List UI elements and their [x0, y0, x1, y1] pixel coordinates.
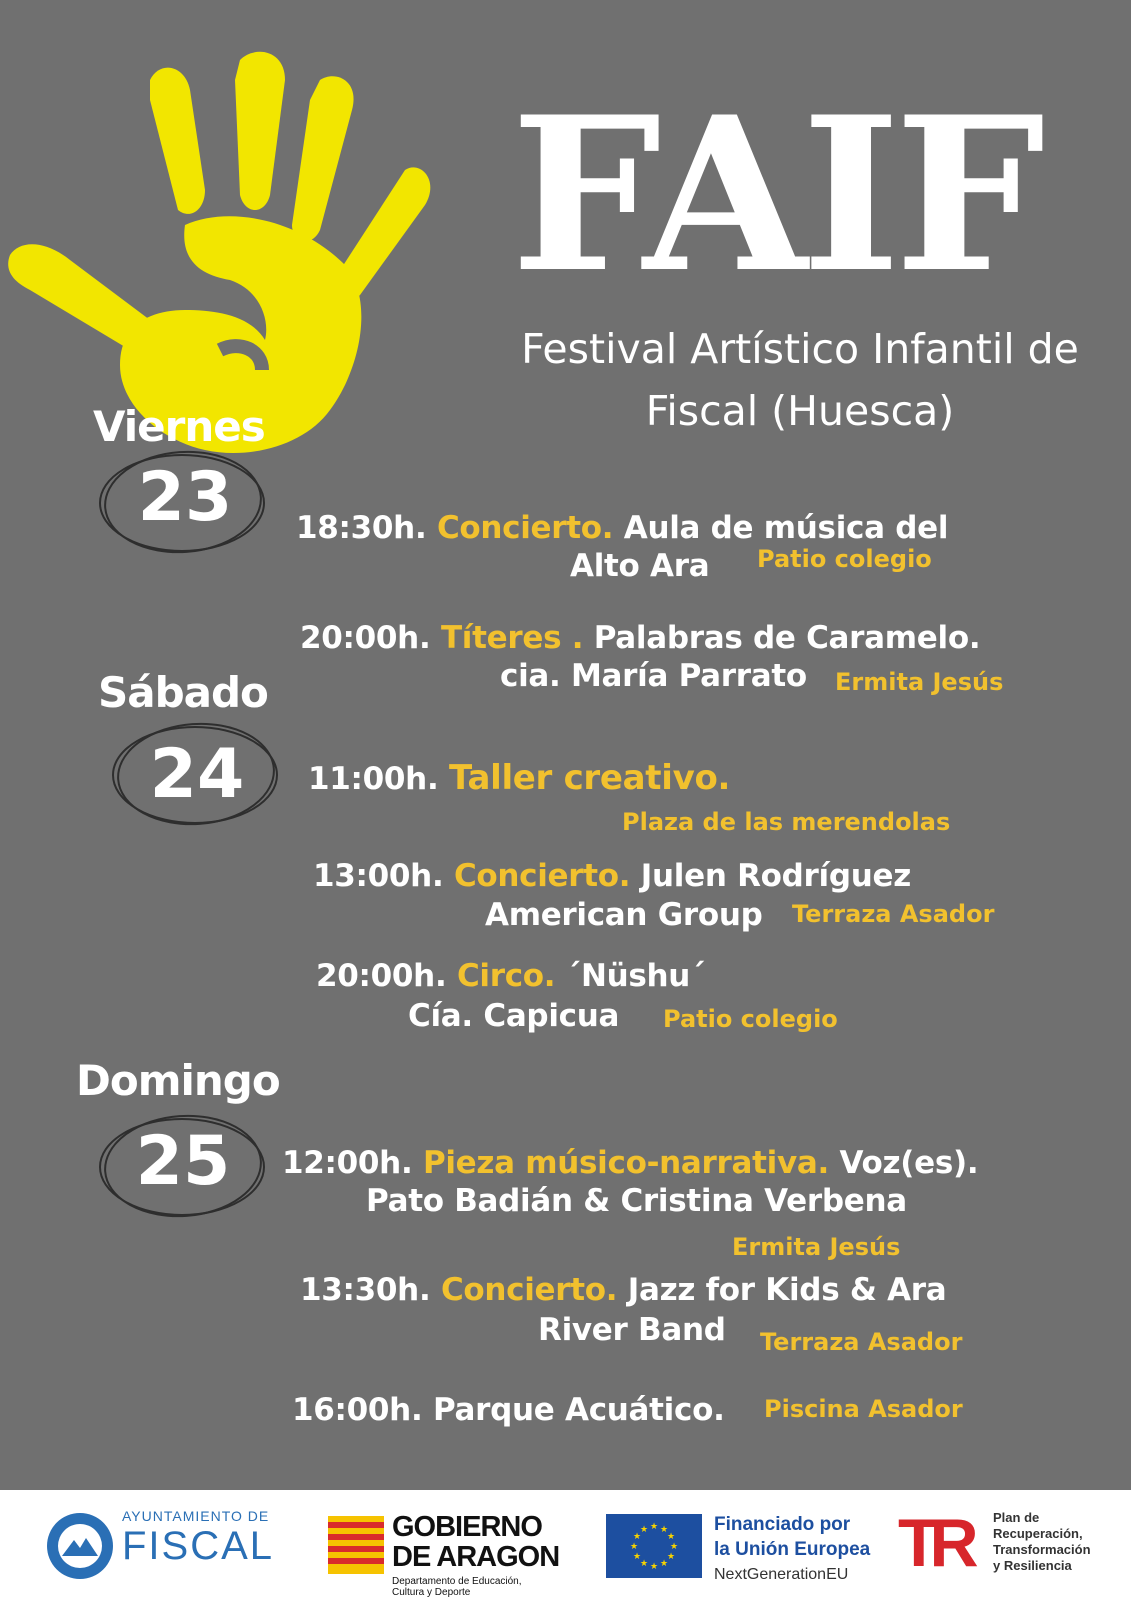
- svg-text:★: ★: [669, 1542, 679, 1552]
- event-5-title-2: Cía. Capicua: [408, 998, 620, 1034]
- event-5-location: Patio colegio: [663, 1005, 838, 1033]
- event-7-location: Terraza Asador: [760, 1328, 963, 1356]
- fiscal-name-text: FISCAL: [122, 1524, 275, 1568]
- event-8-location: Piscina Asador: [764, 1395, 963, 1423]
- event-6-line-1: [282, 1145, 978, 1181]
- event-6-title-2: Pato Badián & Cristina Verbena: [366, 1183, 907, 1219]
- svg-text:★: ★: [632, 1532, 642, 1542]
- event-type: Títeres .: [440, 620, 584, 656]
- prtr-line-1: Plan de: [993, 1510, 1040, 1525]
- event-title: Palabras de Caramelo.: [593, 620, 981, 656]
- event-title: Voz(es).: [839, 1145, 979, 1181]
- svg-text:★: ★: [659, 1559, 669, 1569]
- event-title: Parque Acuático.: [432, 1392, 725, 1428]
- event-type: Concierto.: [440, 1272, 618, 1308]
- prtr-line-4: y Resiliencia: [993, 1558, 1072, 1573]
- event-7-line-1: [300, 1272, 946, 1308]
- day-number-sunday: 25: [135, 1122, 231, 1201]
- aragon-dept-2: Cultura y Deporte: [392, 1587, 471, 1598]
- svg-text:★: ★: [649, 1522, 659, 1532]
- svg-text:★: ★: [632, 1552, 642, 1562]
- event-2-line-1: [300, 620, 980, 656]
- event-title: ´Nüshu´: [565, 958, 706, 994]
- prtr-line-3: Transformación: [993, 1542, 1091, 1557]
- event-4-title-2: American Group: [485, 897, 763, 933]
- subtitle-line-1: Festival Artístico Infantil de: [521, 325, 1079, 373]
- aragon-line-1: GOBIERNO: [392, 1511, 542, 1543]
- eu-text: [714, 1512, 870, 1587]
- event-type: Taller creativo.: [448, 758, 731, 798]
- event-time: 16:00h.: [292, 1392, 423, 1428]
- event-4-location: Terraza Asador: [792, 900, 995, 928]
- event-time: 20:00h.: [316, 958, 447, 994]
- yellow-handprint-icon: [0, 20, 460, 460]
- event-3-line-1: [308, 758, 730, 798]
- day-name-friday: Viernes: [93, 402, 265, 451]
- event-1-line-1: [296, 510, 948, 546]
- prtr-text: [993, 1510, 1091, 1574]
- event-2-location: Ermita Jesús: [835, 668, 1004, 696]
- svg-text:★: ★: [629, 1542, 639, 1552]
- event-time: 20:00h.: [300, 620, 431, 656]
- eu-flag-icon: [606, 1514, 702, 1578]
- event-title: Aula de música del: [623, 510, 949, 546]
- svg-text:★: ★: [659, 1525, 669, 1535]
- event-title: Julen Rodríguez: [640, 858, 911, 894]
- festival-title: FAIF: [510, 70, 1040, 319]
- event-4-line-1: [313, 858, 911, 894]
- event-2-title-2: cia. María Parrato: [500, 658, 807, 694]
- event-type: Circo.: [456, 958, 556, 994]
- sponsor-footer: [0, 1490, 1131, 1600]
- fiscal-top-text: AYUNTAMIENTO DE: [122, 1508, 270, 1524]
- event-1-location: Patio colegio: [757, 545, 932, 573]
- event-5-line-1: [316, 958, 705, 994]
- event-type: Pieza músico-narrativa.: [422, 1145, 829, 1181]
- eu-line-3: NextGenerationEU: [714, 1566, 849, 1583]
- event-7-title-2: River Band: [538, 1312, 726, 1348]
- subtitle-line-2: Fiscal (Huesca): [645, 387, 955, 435]
- event-8-line-1: [292, 1392, 725, 1428]
- event-time: 12:00h.: [282, 1145, 413, 1181]
- aragon-line-2: DE ARAGON: [392, 1541, 560, 1573]
- day-name-saturday: Sábado: [98, 668, 268, 717]
- aragon-dept-1: Departamento de Educación,: [392, 1576, 522, 1587]
- prtr-line-2: Recuperación,: [993, 1526, 1083, 1541]
- day-number-saturday: 24: [149, 735, 245, 814]
- event-3-location: Plaza de las merendolas: [622, 808, 951, 836]
- event-time: 18:30h.: [296, 510, 427, 546]
- festival-subtitle: [500, 318, 1100, 442]
- eu-line-1: Financiado por: [714, 1514, 851, 1535]
- aragon-flag-icon: [328, 1516, 384, 1574]
- svg-text:★: ★: [649, 1562, 659, 1572]
- event-6-location: Ermita Jesús: [732, 1233, 901, 1261]
- day-number-friday: 23: [137, 458, 233, 537]
- event-time: 13:00h.: [313, 858, 444, 894]
- day-name-sunday: Domingo: [76, 1056, 280, 1105]
- eu-line-2: la Unión Europea: [714, 1539, 871, 1560]
- svg-text:★: ★: [639, 1525, 649, 1535]
- svg-text:★: ★: [666, 1532, 676, 1542]
- event-1-title-2: Alto Ara: [570, 548, 710, 584]
- event-time: 13:30h.: [300, 1272, 431, 1308]
- event-type: Concierto.: [436, 510, 614, 546]
- fiscal-seal-icon: [44, 1510, 116, 1582]
- prtr-logo-icon: TR: [898, 1505, 969, 1581]
- aragon-name: [392, 1512, 559, 1572]
- event-time: 11:00h.: [308, 761, 439, 797]
- aragon-department: [392, 1576, 522, 1598]
- svg-text:★: ★: [639, 1559, 649, 1569]
- event-type: Concierto.: [453, 858, 631, 894]
- event-title: Jazz for Kids & Ara: [627, 1272, 947, 1308]
- svg-text:★: ★: [666, 1552, 676, 1562]
